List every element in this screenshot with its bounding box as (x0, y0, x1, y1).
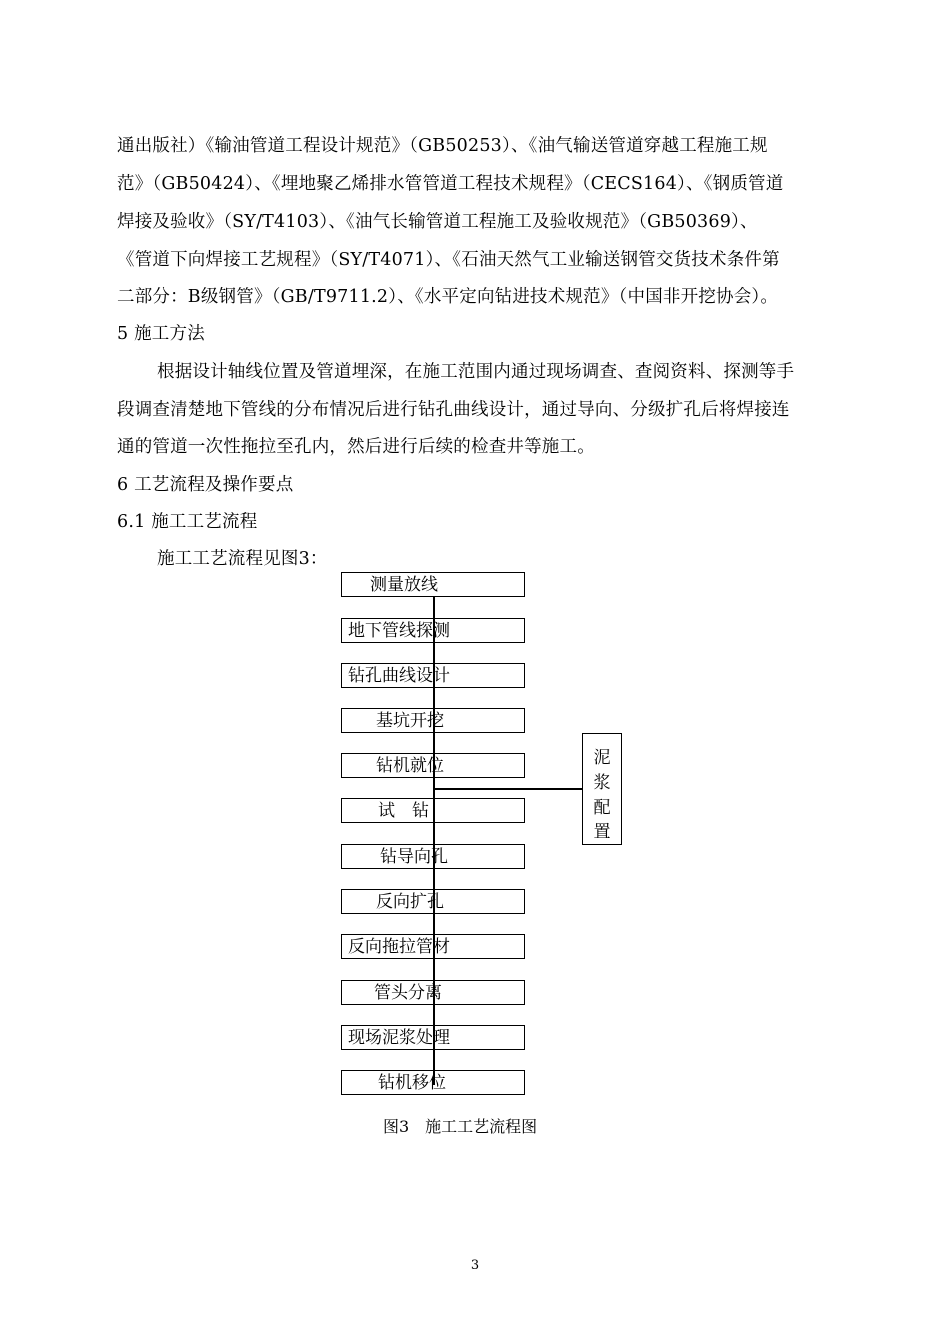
method-line-1: 根据设计轴线位置及管道埋深，在施工范围内通过现场调查、查阅资料、探测等手 (157, 362, 795, 382)
flow-step-11: 现场泥浆处理 (341, 1025, 525, 1050)
reference-line-2: 范》（GB50424）、《埋地聚乙烯排水管管道工程技术规程》（CECS164）、《钢质管道 (117, 174, 784, 194)
figure-caption: 图3 施工工艺流程图 (383, 1117, 538, 1136)
section-heading-6: 6 工艺流程及操作要点 (117, 475, 294, 495)
reference-line-3: 焊接及验收》（SY/T4103）、《油气长输管道工程施工及验收规范》（GB50369）、 (117, 212, 758, 232)
mud-box-char-3: 配 (593, 798, 611, 818)
section-heading-6-1: 6.1 施工工艺流程 (117, 512, 258, 532)
method-line-3: 通的管道一次性拖拉至孔内，然后进行后续的检查井等施工。 (117, 437, 595, 457)
flow-step-1: 测量放线 (341, 572, 525, 597)
flow-step-10: 管头分离 (341, 980, 525, 1005)
mud-box-char-1: 泥 (593, 748, 611, 768)
flow-step-5: 钻机就位 (341, 753, 525, 778)
flow-step-7: 钻导向孔 (341, 844, 525, 869)
mud-box-char-2: 浆 (593, 773, 611, 793)
mud-box-char-4: 置 (593, 822, 611, 842)
reference-line-1: 通出版社）《输油管道工程设计规范》（GB50253）、《油气输送管道穿越工程施工规 (117, 136, 768, 156)
flow-step-2: 地下管线探测 (341, 618, 525, 643)
flow-step-9: 反向拖拉管材 (341, 934, 525, 959)
flow-step-4: 基坑开挖 (341, 708, 525, 733)
flow-step-6: 试 钻 (341, 798, 525, 823)
method-line-2: 段调查清楚地下管线的分布情况后进行钻孔曲线设计，通过导向、分级扩孔后将焊接连 (117, 400, 790, 420)
reference-line-5: 二部分：B级钢管》（GB/T9711.2）、《水平定向钻进技术规范》（中国非开挖协会）。 (117, 287, 779, 307)
page-number: 3 (470, 1258, 480, 1273)
section-heading-5: 5 施工方法 (117, 324, 205, 344)
mud-branch-line (433, 788, 582, 790)
reference-line-4: 《管道下向焊接工艺规程》（SY/T4071）、《石油天然气工业输送钢管交货技术条件第 (117, 250, 780, 270)
mud-preparation-box (582, 733, 622, 845)
flow-step-8: 反向扩孔 (341, 889, 525, 914)
flow-step-3: 钻孔曲线设计 (341, 663, 525, 688)
flow-step-12: 钻机移位 (341, 1070, 525, 1095)
flow-intro: 施工工艺流程见图3： (157, 549, 328, 569)
